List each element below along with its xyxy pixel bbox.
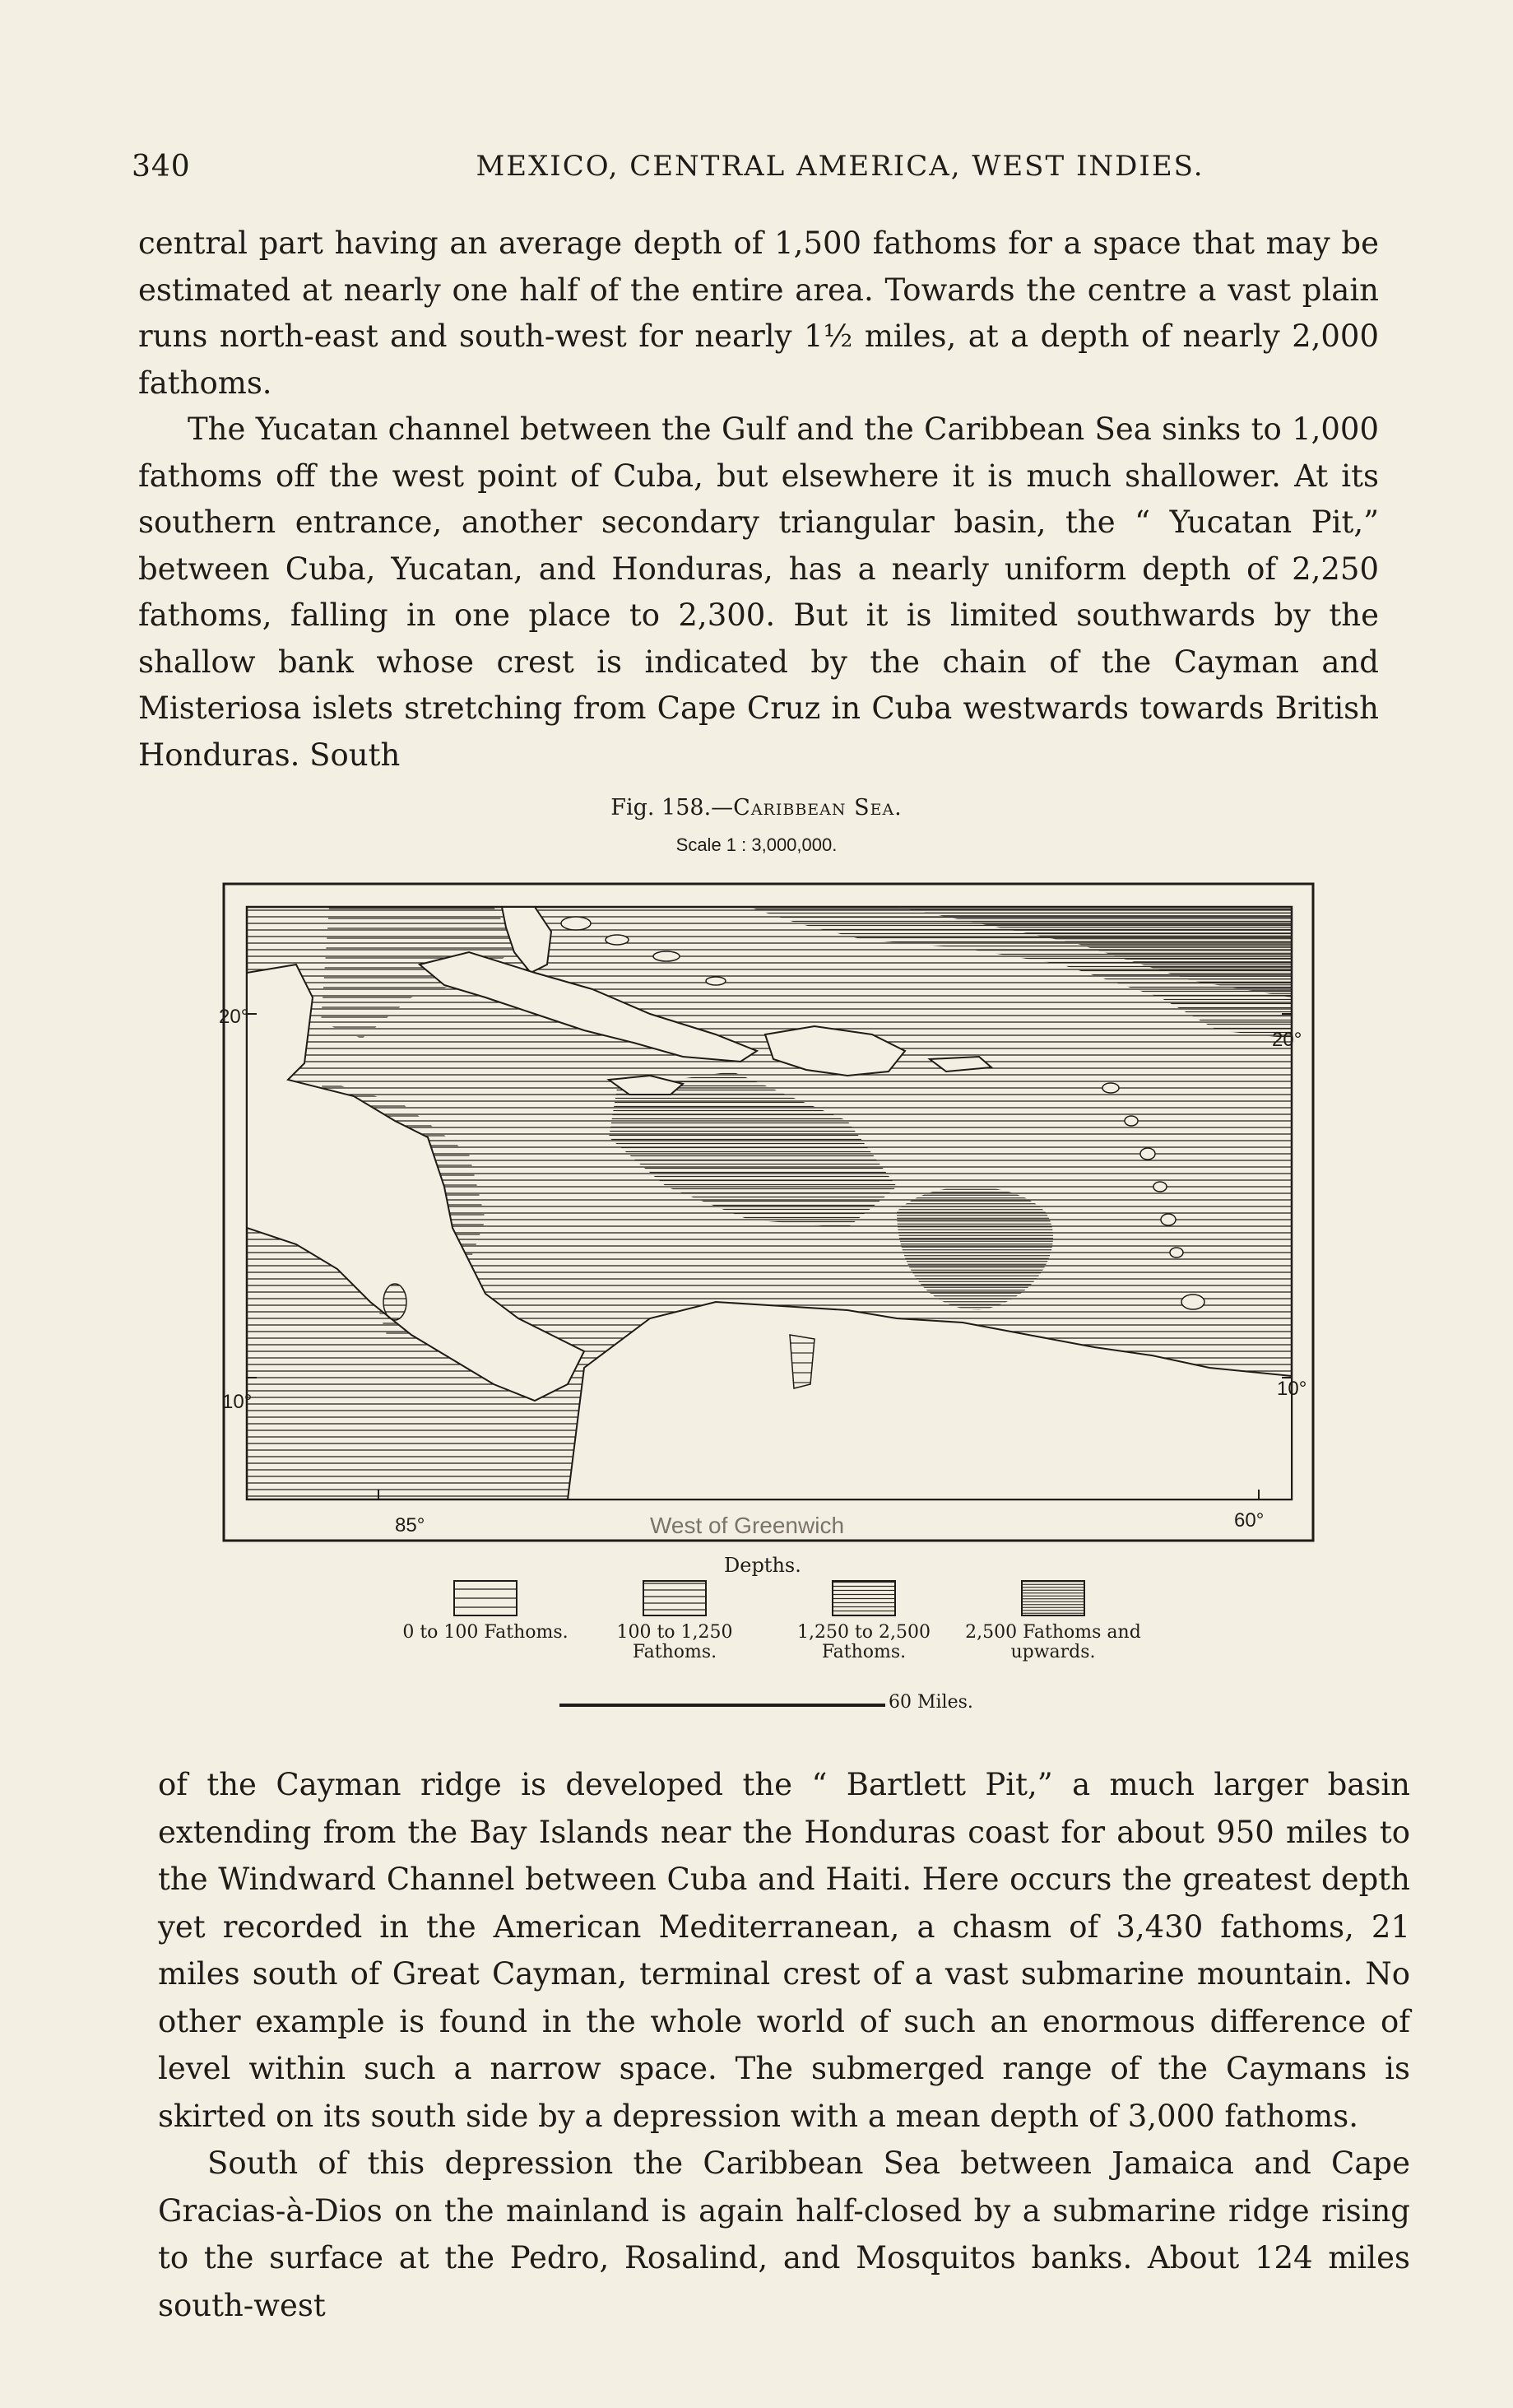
legend-label: 100 to 1,250 Fathoms. — [616, 1622, 733, 1662]
lake-maracaibo — [790, 1335, 815, 1388]
lat-label-20-right: 20° — [1272, 1029, 1302, 1051]
figure-scale: Scale 1 : 3,000,000. — [675, 834, 838, 855]
lake-nicaragua — [383, 1284, 406, 1320]
axis-caption: West of Greenwich — [650, 1513, 845, 1538]
legend-item-2500-plus — [963, 1580, 1144, 1662]
figure-title: Caribbean Sea. — [733, 795, 903, 820]
paragraph: South of this depression the Caribbean Sea between Jamaica and Cape Gracias-à-Dios on the mainland is again half-closed by a submarine ridge rising to the surface at the Pedro, Rosalind, and Mosquitos banks. About 124 miles south-west — [158, 2145, 1410, 2323]
paragraph: The Yucatan channel between the Gulf and the Caribbean Sea sinks to 1,000 fathoms off the west point of Cuba, but elsewhere it is much shallower. At its southern entrance, another secondary triangular basin, the “ Yucatan Pit,” between Cuba, Yucatan, and Honduras, has a nearly uniform depth of 2,250 fathoms, falling in one place to 2,300. But it is limited southwards by the shallow bank whose crest is indicated by the chain of the Cayman and Misteriosa islets stretching from Cape Cruz in Cuba westwards towards British Honduras. South — [138, 411, 1379, 773]
paragraph: central part having an average depth of 1,500 fathoms for a space that may be estimated at nearly one half of the entire area. Towards the centre a vast plain runs north-east and south-west for nearly 1½ miles, at a depth of nearly 2,000 fathoms. — [138, 225, 1379, 401]
swatch-100-1250 — [643, 1580, 707, 1616]
scale-bar-line — [559, 1704, 885, 1707]
top-text-block — [138, 221, 1379, 779]
lat-label-20-left: 20° — [219, 1006, 249, 1028]
running-title: MEXICO, CENTRAL AMERICA, WEST INDIES. — [476, 150, 1204, 183]
lat-label-10-right: 10° — [1277, 1378, 1307, 1400]
legend-item-1250-2500 — [773, 1580, 954, 1662]
swatch-2500-plus — [1021, 1580, 1085, 1616]
legend-label: 1,250 to 2,500 Fathoms. — [796, 1622, 931, 1662]
legend-label: 2,500 Fathoms and upwards. — [965, 1622, 1141, 1662]
depth-legend — [395, 1580, 1152, 1679]
bottom-text-block — [158, 1761, 1410, 2329]
legend-title: Depths. — [724, 1554, 801, 1577]
running-head — [120, 150, 1387, 199]
lon-label-60: 60° — [1234, 1509, 1265, 1532]
swatch-1250-2500 — [832, 1580, 896, 1616]
swatch-0-100 — [453, 1580, 517, 1616]
lat-label-10-left: 10° — [222, 1391, 253, 1413]
caribbean-sea-map — [222, 874, 1316, 1549]
scale-bar-label: 60 Miles. — [889, 1692, 973, 1713]
figure-caption — [0, 795, 1513, 820]
page-number: 340 — [132, 150, 191, 184]
paragraph: of the Cayman ridge is developed the “ Bartlett Pit,” a much larger basin extending from the Bay Islands near the Honduras coast for about 950 miles to the Windward Channel between Cuba and Haiti. Here occurs the greatest depth yet recorded in the American Mediterranean, a chasm of 3,430 fathoms, 21 miles south of Great Cayman, terminal crest of a vast submarine mountain. No other example is found in the whole world of such an enormous difference of level within such a narrow space. The submerged range of the Caymans is skirted on its south side by a depression with a mean depth of 3,000 fathoms. — [158, 1767, 1410, 2134]
legend-item-0-100 — [395, 1580, 576, 1643]
legend-item-100-1250 — [584, 1580, 765, 1662]
legend-label: 0 to 100 Fathoms. — [402, 1622, 569, 1643]
lon-label-85: 85° — [395, 1514, 425, 1536]
figure-number: Fig. 158.— — [610, 795, 734, 820]
